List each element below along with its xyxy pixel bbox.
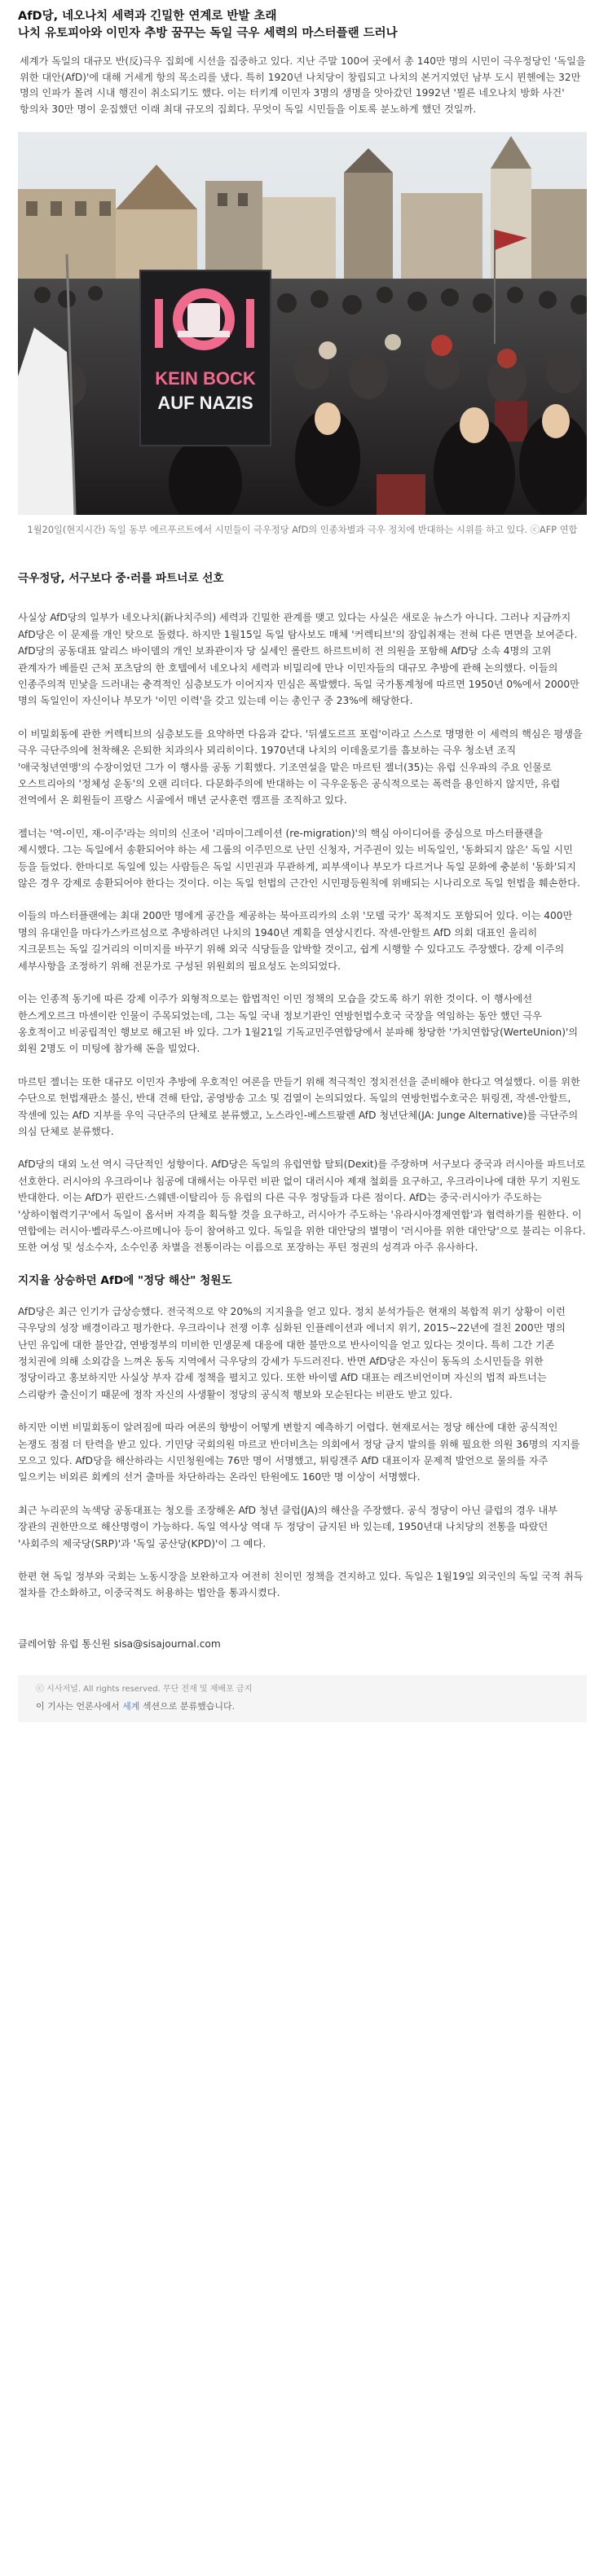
section-link-world[interactable]: 세계 xyxy=(122,1700,140,1712)
article-headline xyxy=(18,8,587,42)
section-1-paragraph-7: AfD당의 대외 노선 역시 극단적인 성향이다. AfD당은 독일의 유럽연합 탈퇴(Dexit)를 주장하며 서구보다 중국과 러시아를 파트너로 선호한다. 러시아의 우크라이나 침공에 대해서는 아무런 비판 없이 대러시아 제재 철회를 요구하고, 우크라이나에 대한 무기 지원도 반대한다. 이는 AfD가 핀란드·스웨덴·이탈리아 등 유럽의 다른 극우 정당들과 다른 점이다. AfD는 중국·러시아가 주도하는 '상하이협력기구'에서 독일이 옵서버 자격을 획득할 것을 요구하고, 러시아가 주도하는 '유라시아경제연합'과 협력하기를 원한다. 이 연합에는 러시아·벨라루스·아르메니아 등이 참여하고 있다. 독일을 위한 대안당의 별명이 '러시아를 위한 대안당'으로 불리는 이유다. 또한 여성 및 성소수자, 소수인종 차별을 전통이라는 이름으로 포장하는 푸틴 정권의 성격과 아주 유사하다. xyxy=(18,1158,586,1254)
section-1-paragraph-4: 이들의 마스터플랜에는 최대 200만 명에게 공간을 제공하는 북아프리카의 소위 '모델 국가' 목적지도 포함되어 있다. 이는 400만 명의 유대인을 마다가스카르섬으로 추방하려던 나치의 1940년 계획을 연상시킨다. 작센-안할트 AfD 의회 대표인 울리히 지크문트는 독일 길거리의 이미지를 바꾸기 위해 외국 식당들을 압박할 것이고, 쉽게 시행할 수 있다고도 주장했다. 강제 이주의 세부사항을 조정하기 위해 전문가로 구성된 위원회의 필요성도 논의되었다. xyxy=(18,910,573,972)
section-2-paragraph-4: 한편 현 독일 정부와 국회는 노동시장을 보완하고자 여전히 친이민 정책을 견지하고 있다. 독일은 1월19일 외국인의 독일 국적 취득 절차를 간소화하고, 이중국적도 허용하는 법안을 통과시켰다. xyxy=(18,1571,584,1599)
section-1-paragraph-6: 마르틴 젤너는 또한 대규모 이민자 추방에 우호적인 여론을 만들기 위해 적극적인 정치전선을 준비해야 한다고 역설했다. 이를 위한 수단으로 헌법재판소 불신, 반대 견해 탄압, 공영방송 고소 및 검열이 논의되었다. 독일의 연방헌법수호국은 튀링겐, 작센-안할트, 작센에 있는 AfD 지부를 우익 극단주의 단체로 분류했고, 노스라인-베스트팔렌 AfD 청년단체(JA: Junge Alternative)를 극단주의 의심 단체로 분류했다. xyxy=(18,1075,580,1137)
section-note-suffix: 섹션으로 분류했습니다. xyxy=(139,1700,236,1712)
section-1-body xyxy=(18,609,587,1255)
section-2-paragraph-2: 하지만 이번 비밀회동이 알려짐에 따라 여론의 향방이 어떻게 변할지 예측하기 어렵다. 현재로서는 정당 해산에 대한 공식적인 논쟁도 점점 더 탄력을 받고 있다. 기민당 국회의원 마르코 반더비츠는 의회에서 정당 금지 발의를 위해 필요한 의원 36명의 지지를 모으고 있다. AfD당을 해산하라는 시민청원에는 76만 명이 서명했고, 튀링겐주 AfD 대표이자 문제적 발언으로 물의를 자주 일으키는 비외른 회케의 선거 출마를 차단하라는 온라인 탄원에도 160만 명 이상이 서명했다. xyxy=(18,1422,580,1484)
protest-photo-image xyxy=(18,132,587,515)
section-1-paragraph-1: 사실상 AfD당의 일부가 네오나치(新나치주의) 세력과 긴밀한 관계를 맺고 있다는 사실은 새로운 뉴스가 아니다. 그러나 지금까지 AfD당은 이 문제를 개인 탓으로 돌렸다. 하지만 1월15일 독일 탐사보도 매체 '커렉티브'의 잠입취재는 전혀 다른 면면을 보여준다. AfD당의 공동대표 알리스 바이델의 개인 보좌관이자 당 실세인 롤란트 하르트비히 전 의원을 포함해 AfD당 소속 4명의 고위 관계자가 베를린 근처 포츠담의 한 호텔에서 네오나치 세력과 비밀리에 만나 이민자들의 대규모 추방에 관해 논의했다. 이들의 인종주의적 민낯을 드러내는 충격적인 심층보도가 이어지자 민심은 폭발했다. 독일 국가통계청에 따르면 1950년 0%에서 2000만 명의 독일인이 자신이나 부모가 '이민 이력'을 갖고 있는데 이는 총인구 중 23%에 해당한다. xyxy=(18,612,579,707)
copyright-notice: ⓒ 시사저널. All rights reserved. 무단 전재 및 재배포 금지 xyxy=(36,1684,253,1694)
section-classification-note xyxy=(36,1699,235,1712)
section-1-title: 극우정당, 서구보다 중·러를 파트너로 선호 xyxy=(18,572,224,586)
headline-line-1: AfD당, 네오나치 세력과 긴밀한 연계로 반발 초래 xyxy=(18,10,277,23)
section-2-title: 지지율 상승하던 AfD에 "정당 해산" 청원도 xyxy=(18,1273,232,1287)
article-byline: 클레어함 유럽 통신원 sisa@sisajournal.com xyxy=(18,1637,221,1650)
section-1-paragraph-2: 이 비밀회동에 관한 커렉티브의 심층보도를 요약하면 다음과 같다. '뒤셀도르프 포럼'이라고 스스로 명명한 이 세력의 핵심은 평생을 극우 극단주의에 천착해온 은퇴한 치과의사 뫼리히이다. 1970년대 나치의 이데올로기를 흠보하는 극우 청소년 조직 '애국청년연맹'의 수장이었던 그가 이 행사를 공동 기획했다. 기조연설을 맡은 마르틴 젤너(35)는 유럽 신우파의 주요 인물로 오스트리아의 '정체성 운동'의 오랜 리더다. 다문화주의에 반대하는 이 극우운동은 공식적으로는 폭력을 용인하지 않지만, 유럽 전역에서 온 회원들이 프랑스 시골에서 매년 군사훈련 캠프를 조직하고 있다. xyxy=(18,728,583,807)
article-footer xyxy=(18,1675,587,1722)
headline-line-2: 나치 유토피아와 이민자 추방 꿈꾸는 독일 극우 세력의 마스터플랜 드러나 xyxy=(18,27,398,40)
section-note-prefix: 이 기사는 언론사에서 xyxy=(36,1700,123,1712)
section-1-paragraph-3: 젤너는 '역-이민, 재-이주'라는 의미의 신조어 '리마이그레이션 (re-migration)'의 핵심 아이디어를 중심으로 마스터플랜을 제시했다. 그는 독일에서 송환되어야 하는 세 그룹의 이주민으로 난민 신청자, 거주권이 있는 비독일인, '동화되지 않은' 독일 시민 등을 들었다. 한마디로 독일에 있는 사람들은 독일 시민권과 무관하게, 피부색이나 부모가 다르거나 독일 문화에 충분히 '동화'되지 않은 경우 강제로 송환되어야 한다는 것이다. 이는 독일 헌법의 근간인 시민평등원칙에 위배되는 시나리오로 독일 헌법을 훼손한다. xyxy=(18,827,580,890)
banner-text-line-2: AUF NAZIS xyxy=(157,393,253,414)
article-lede: 세계가 독일의 대규모 반(反)극우 집회에 시선을 집중하고 있다. 지난 주말 100여 곳에서 총 140만 명의 시민이 극우정당인 '독일을 위한 대안(AfD)'에 대해 거세게 항의 목소리를 냈다. 특히 1920년 나치당이 창립되고 나치의 본거지였던 남부 도시 뮌헨에는 32만 명의 인파가 몰려 시내 행진이 취소되기도 했다. 이는 터키계 이민자 3명의 생명을 앗아갔던 1992년 '묄른 네오나치 방화 사건' 항의차 30만 명이 운집했던 이래 최대 규모의 집회다. 무엇이 독일 시민들을 이토록 분노하게 했던 것일까. xyxy=(20,55,586,115)
section-2-body xyxy=(18,1303,587,1602)
banner-text-line-1: KEIN BOCK xyxy=(155,368,256,389)
section-2-paragraph-3: 최근 누리꾼의 녹색당 공동대표는 청오를 조장해온 AfD 청년 클럽(JA)의 해산을 주장했다. 공식 정당이 아닌 클럽의 경우 내부 장관의 권한만으로 해산명령이 가능하다. 독일 역사상 역대 두 정당이 금지된 바 있는데, 1950년대 나치당의 전통을 따랐던 '사회주의 제국당(SRP)'과 '독일 공산당(KPD)'이 그 예다. xyxy=(18,1504,557,1550)
section-2-paragraph-1: AfD당은 최근 인기가 급상승했다. 전국적으로 약 20%의 지지율을 얻고 있다. 정치 분석가들은 현재의 복합적 위기 상황이 이런 극우당의 성장 배경이라고 평가한다. 우크라이나 전쟁 이후 심화된 인플레이션과 에너지 위기, 2015~22년에 걸친 200만 명의 난민 유입에 대한 불안감, 연방정부의 미비한 민생문제 대응에 대한 불만으로 반사이익을 얻고 있다는 것이다. 특히 그간 기존 정치권에 의해 소외감을 느껴온 동독 지역에서 극우당의 강세가 두드러진다. 반면 AfD당은 자신이 동독의 소시민들을 위한 정당이라고 홍보하지만 사실상 부자 감세 정책을 펼치고 있다. 또한 바이델 AfD 대표는 레즈비언이며 자신의 법적 파트너는 스리랑카 출신이기 때문에 정작 자신의 사생활이 정당의 공식적 행보와 모순된다는 비판도 받고 있다. xyxy=(18,1305,566,1400)
article-photo xyxy=(18,132,587,515)
section-1-paragraph-5: 이는 인종적 동기에 따른 강제 이주가 외형적으로는 합법적인 이민 정책의 모습을 갖도록 하기 위한 것이다. 이 행사에선 한스게오르크 마센이란 인물이 주목되었는데, 그는 독일 국내 정보기관인 연방헌법수호국 국장을 역임하는 동안 했던 극우 옹호적이고 비공립적인 행보로 해고된 바 있다. 그가 1월21일 기독교민주연합당에서 분파해 창당한 '가치연합당(WerteUnion)'의 회원 2명도 이 미팅에 참가해 돈을 빌었다. xyxy=(18,993,579,1055)
photo-caption: 1월20일(현지시간) 독일 동부 에르푸르트에서 시민들이 극우정당 AfD의 인종차별과 극우 정치에 반대하는 시위를 하고 있다. ⓒAFP 연합 xyxy=(27,525,578,536)
